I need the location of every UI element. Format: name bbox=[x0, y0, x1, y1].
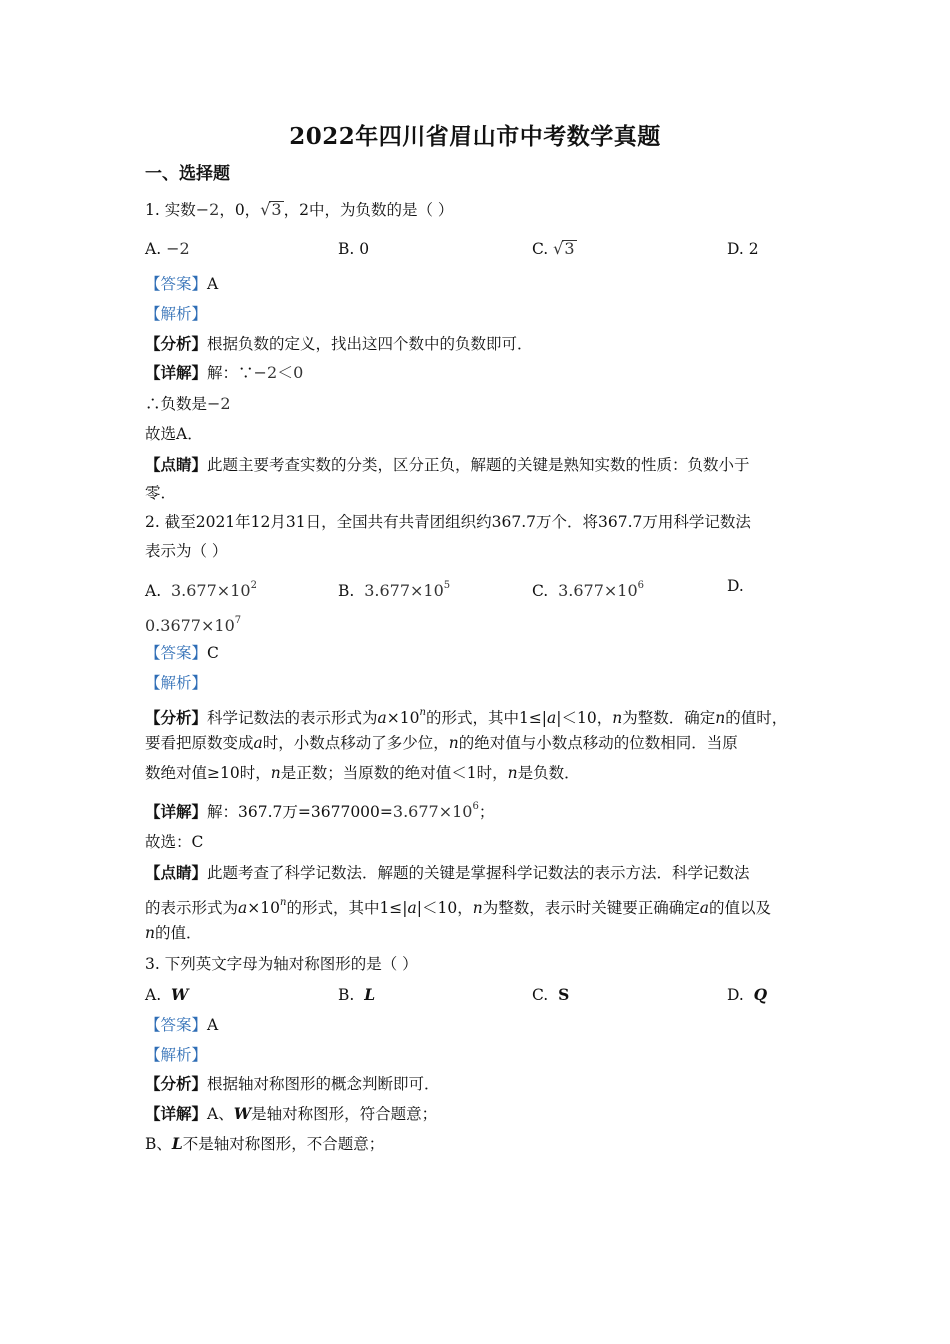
option-value: 3 bbox=[564, 239, 575, 258]
q1-choose: 故选A． bbox=[145, 425, 203, 443]
option-label: D. bbox=[727, 240, 744, 258]
var-n: n bbox=[419, 707, 426, 718]
q2-dianjing bbox=[145, 863, 750, 883]
fenxi-text: 根据轴对称图形的概念判断即可． bbox=[207, 1075, 440, 1093]
q2-dianjing-2 bbox=[145, 893, 771, 918]
text: |＜10， bbox=[556, 709, 613, 727]
q2-answer bbox=[145, 643, 219, 663]
option-label: C. bbox=[532, 986, 549, 1004]
q3-answer bbox=[145, 1015, 218, 1035]
text: 的表示形式为 bbox=[145, 899, 239, 917]
answer-value: C bbox=[207, 644, 219, 662]
text: 数绝对值≥10时， bbox=[145, 764, 271, 782]
var-a: a bbox=[238, 899, 248, 917]
var-n: n bbox=[715, 709, 726, 727]
q3-option-c bbox=[532, 985, 569, 1005]
xiangjie-label: 【详解】 bbox=[145, 363, 208, 382]
answer-value: A bbox=[207, 1016, 219, 1034]
option-exp: 2 bbox=[250, 580, 257, 591]
text: B、 bbox=[145, 1135, 172, 1153]
text: 的形式，其中1≤| bbox=[425, 709, 548, 727]
q1-stem bbox=[145, 200, 453, 220]
var-a: a bbox=[407, 899, 417, 917]
answer-label: 【答案】 bbox=[145, 644, 208, 662]
fenxi-label: 【分析】 bbox=[145, 1074, 208, 1093]
xiangjie-end: ； bbox=[478, 803, 495, 821]
q1-option-c bbox=[532, 239, 577, 259]
fenxi-label: 【分析】 bbox=[145, 334, 208, 353]
answer-label: 【答案】 bbox=[145, 1016, 208, 1034]
var-a: a bbox=[253, 734, 263, 752]
q3-option-a bbox=[145, 985, 188, 1005]
var-a: a bbox=[699, 899, 709, 917]
option-value: S bbox=[558, 985, 570, 1004]
option-base: 3.677×10 bbox=[558, 581, 638, 600]
q3-line-b bbox=[145, 1134, 384, 1154]
q1-answer bbox=[145, 274, 218, 294]
option-label: D. bbox=[727, 986, 744, 1004]
text: |＜10， bbox=[416, 899, 473, 917]
var-n: n bbox=[472, 899, 483, 917]
q1-stem-radicand: 3 bbox=[271, 200, 282, 219]
q1-fenxi bbox=[145, 334, 533, 354]
q2-stem-line2: 表示为（ ） bbox=[145, 542, 228, 560]
text: 时，小数点移动了多少位， bbox=[262, 734, 449, 752]
xiangjie-math: −2＜0 bbox=[253, 363, 304, 382]
q2-fenxi-1 bbox=[145, 703, 787, 728]
q2-option-b bbox=[338, 576, 450, 601]
dianjing-text: 此题主要考查实数的分类，区分正负，解题的关键是熟知实数的性质：负数小于 bbox=[207, 456, 750, 474]
text: 的值时， bbox=[725, 709, 788, 727]
var-n: n bbox=[612, 709, 623, 727]
q3-xiangjie bbox=[145, 1104, 437, 1124]
q1-stem-text-a: 1. 实数 bbox=[145, 201, 196, 219]
xiangjie-exp: 6 bbox=[472, 801, 479, 812]
letter-w: W bbox=[233, 1104, 252, 1123]
q2-fenxi-2 bbox=[145, 733, 738, 753]
q3-analysis-label: 【解析】 bbox=[145, 1046, 208, 1064]
q2-option-d-label: D. bbox=[727, 577, 744, 595]
dianjing-text: 此题考查了科学记数法．解题的关键是掌握科学记数法的表示方法．科学记数法 bbox=[207, 864, 750, 882]
xiangjie-math: 3.677×10 bbox=[392, 802, 473, 821]
option-exp: 5 bbox=[443, 580, 451, 591]
option-base: 3.677×10 bbox=[170, 581, 251, 600]
option-value: W bbox=[170, 985, 189, 1004]
text: 的值以及 bbox=[708, 899, 771, 917]
q2-option-d-value bbox=[145, 611, 241, 636]
q2-xiangjie bbox=[145, 797, 494, 822]
var-n: n bbox=[448, 734, 459, 752]
answer-label: 【答案】 bbox=[145, 275, 208, 293]
option-label: A. bbox=[145, 986, 162, 1004]
q1-option-d bbox=[727, 239, 759, 259]
answer-value: A bbox=[207, 275, 219, 293]
option-value: −2 bbox=[166, 239, 190, 258]
text: 要看把原数变成 bbox=[145, 734, 254, 752]
text: 为整数，表示时关键要正确确定 bbox=[482, 899, 700, 917]
text: 的形式，其中1≤| bbox=[286, 899, 408, 917]
dianjing-label: 【点睛】 bbox=[145, 455, 208, 474]
option-label: B. bbox=[338, 986, 355, 1004]
q1-analysis-label: 【解析】 bbox=[145, 305, 208, 323]
fenxi-label: 【分析】 bbox=[145, 708, 208, 727]
section-heading: 一、选择题 bbox=[145, 164, 230, 184]
q2-analysis-label: 【解析】 bbox=[145, 674, 208, 692]
var-a: a bbox=[547, 709, 557, 727]
xiangjie-text: 解：367.7万=3677000= bbox=[207, 803, 393, 821]
q2-option-a bbox=[145, 576, 257, 601]
sqrt-symbol: √3 bbox=[553, 239, 575, 258]
document-title: 2022年四川省眉山市中考数学真题 bbox=[289, 123, 661, 150]
text: 是正数；当原数的绝对值＜1时， bbox=[280, 764, 508, 782]
sqrt-symbol: √3 bbox=[260, 200, 282, 219]
option-label: A. bbox=[145, 240, 162, 258]
option-value: L bbox=[364, 985, 376, 1004]
var-n: n bbox=[270, 764, 281, 782]
q2-dianjing-3 bbox=[145, 923, 202, 943]
var-n: n bbox=[145, 924, 155, 942]
q3-option-d bbox=[727, 985, 767, 1005]
text: 的绝对值与小数点移动的位数相同．当原 bbox=[458, 734, 738, 752]
q1-xiangjie bbox=[145, 363, 303, 383]
fenxi-text: 根据负数的定义，找出这四个数中的负数即可． bbox=[207, 335, 533, 353]
line-text: ∴负数是 bbox=[145, 395, 208, 413]
text: 的值． bbox=[154, 924, 202, 942]
q2-fenxi-3 bbox=[145, 763, 580, 783]
option-label: C. bbox=[532, 240, 549, 258]
text: 为整数．确定 bbox=[622, 709, 716, 727]
q2-stem-line1: 2. 截至2021年12月31日，全国共有共青团组织约367.7万个．将367.7万用科学记数法 bbox=[145, 513, 751, 531]
option-label: C. bbox=[532, 582, 549, 600]
q1-stem-text-b: ，2中，为负数的是（ ） bbox=[283, 201, 454, 219]
text: 科学记数法的表示形式为 bbox=[207, 709, 378, 727]
q1-negative-line bbox=[145, 394, 231, 414]
q1-stem-num1: −2 bbox=[195, 200, 220, 219]
q3-fenxi bbox=[145, 1074, 440, 1094]
xiangjie-label: 【详解】 bbox=[145, 1104, 208, 1123]
option-exp: 6 bbox=[637, 580, 645, 591]
text: ×10 bbox=[386, 709, 420, 727]
xiangjie-label: 【详解】 bbox=[145, 802, 208, 821]
option-label: A. bbox=[145, 582, 162, 600]
line-math: −2 bbox=[207, 394, 231, 413]
option-exp: 7 bbox=[234, 615, 242, 626]
option-label: B. bbox=[338, 240, 355, 258]
q1-option-a bbox=[145, 239, 190, 259]
q1-dianjing-cont: 零． bbox=[145, 484, 177, 502]
xiangjie-text: 解：∵ bbox=[207, 364, 254, 382]
q1-option-b bbox=[338, 239, 369, 259]
text: 是轴对称图形，符合题意； bbox=[251, 1105, 438, 1123]
dianjing-label: 【点睛】 bbox=[145, 863, 208, 882]
q2-option-c bbox=[532, 576, 644, 601]
letter-l: L bbox=[171, 1134, 183, 1153]
text: ×10 bbox=[247, 899, 280, 917]
option-base: 3.677×10 bbox=[364, 581, 444, 600]
q2-choose: 故选：C bbox=[145, 833, 204, 851]
text: 是负数． bbox=[517, 764, 580, 782]
q1-stem-sep: ，0， bbox=[219, 201, 261, 219]
q3-option-b bbox=[338, 985, 375, 1005]
option-value: 0 bbox=[359, 240, 370, 258]
option-value: 2 bbox=[748, 240, 759, 258]
option-value: Q bbox=[753, 985, 768, 1004]
var-n: n bbox=[507, 764, 518, 782]
var-a: a bbox=[377, 709, 387, 727]
text: A、 bbox=[207, 1105, 234, 1123]
var-n: n bbox=[279, 897, 287, 908]
q3-stem: 3. 下列英文字母为轴对称图形的是（ ） bbox=[145, 955, 418, 973]
text: 不是轴对称图形，不合题意； bbox=[182, 1135, 385, 1153]
option-label: B. bbox=[338, 582, 355, 600]
option-base: 0.3677×10 bbox=[145, 616, 235, 635]
q1-dianjing bbox=[145, 455, 750, 475]
